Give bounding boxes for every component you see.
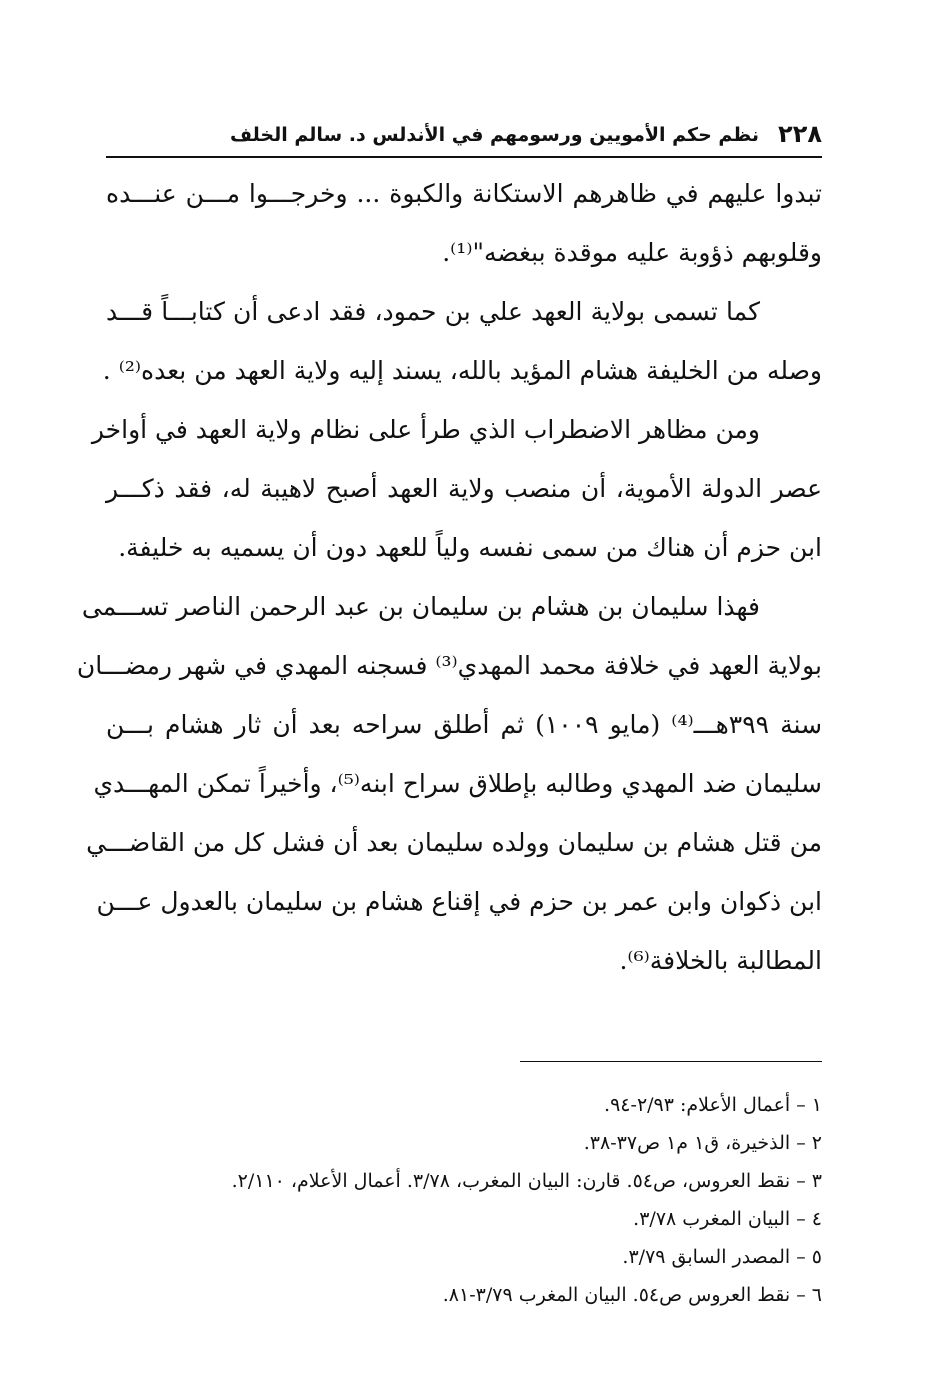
text-line: وصله من الخليفة هشام المؤيد بالله، يسند إليه ولاية العهد من بعده⁽²⁾ . bbox=[102, 356, 822, 385]
text-line: بولاية العهد في خلافة محمد المهدي⁽³⁾ فسجنه المهدي في شهر رمضـــان bbox=[76, 651, 822, 680]
footnote-item: ٥ – المصدر السابق ٣/٧٩. bbox=[622, 1246, 822, 1268]
text-line: سليمان ضد المهدي وطالبه بإطلاق سراح ابنه⁽⁵⁾، وأخيراً تمكن المهـــدي bbox=[93, 769, 822, 798]
text-line: المطالبة بالخلافة⁽⁶⁾. bbox=[619, 946, 822, 975]
footnote-item: ٣ – نقط العروس، ص٥٤. قارن: البيان المغرب، ٣/٧٨. أعمال الأعلام، ٢/١١٠. bbox=[231, 1170, 822, 1192]
footnotes bbox=[130, 1086, 822, 1314]
footnote-item: ١ – أعمال الأعلام: ٢/٩٣-٩٤. bbox=[604, 1094, 822, 1116]
text-line: كما تسمى بولاية العهد علي بن حمود، فقد ادعى أن كتابـــاً قـــد bbox=[106, 297, 760, 326]
page-number: ٢٢٨ bbox=[778, 120, 822, 148]
text-line: ومن مظاهر الاضطراب الذي طرأ على نظام ولاية العهد في أواخر bbox=[91, 415, 760, 444]
footnote-item: ٦ – نقط العروس ص٥٤. البيان المغرب ٣/٧٩-٨١. bbox=[442, 1284, 822, 1306]
running-title: نظم حكم الأمويين ورسومهم في الأندلس د. سالم الخلف bbox=[230, 124, 759, 146]
body-text bbox=[76, 164, 823, 990]
text-line: ابن حزم أن هناك من سمى نفسه ولياً للعهد دون أن يسميه به خليفة. bbox=[118, 533, 822, 562]
text-line: ابن ذكوان وابن عمر بن حزم في إقناع هشام بن سليمان بالعدول عـــن bbox=[96, 887, 822, 916]
footnote-item: ٤ – البيان المغرب ٣/٧٨. bbox=[633, 1208, 822, 1230]
text-line: سنة ٣٩٩هـــ⁽⁴⁾ (مايو ١٠٠٩) ثم أطلق سراحه بعد أن ثار هشام بـــن bbox=[106, 710, 823, 739]
footnote-separator bbox=[520, 1061, 822, 1062]
page-header bbox=[106, 118, 822, 158]
footnote-item: ٢ – الذخيرة، ق١ م١ ص٣٧-٣٨. bbox=[583, 1132, 822, 1154]
text-line: وقلوبهم ذؤوبة عليه موقدة ببغضه"⁽¹⁾. bbox=[442, 238, 822, 267]
text-line: تبدوا عليهم في ظاهرهم الاستكانة والكبوة ... وخرجـــوا مـــن عنـــده bbox=[106, 179, 822, 208]
text-line: عصر الدولة الأموية، أن منصب ولاية العهد أصبح لاهيبة له، فقد ذكـــر bbox=[106, 474, 822, 503]
text-line: فهذا سليمان بن هشام بن سليمان بن عبد الرحمن الناصر تســـمى bbox=[81, 592, 760, 621]
text-line: من قتل هشام بن سليمان وولده سليمان بعد أن فشل كل من القاضـــي bbox=[86, 828, 822, 857]
